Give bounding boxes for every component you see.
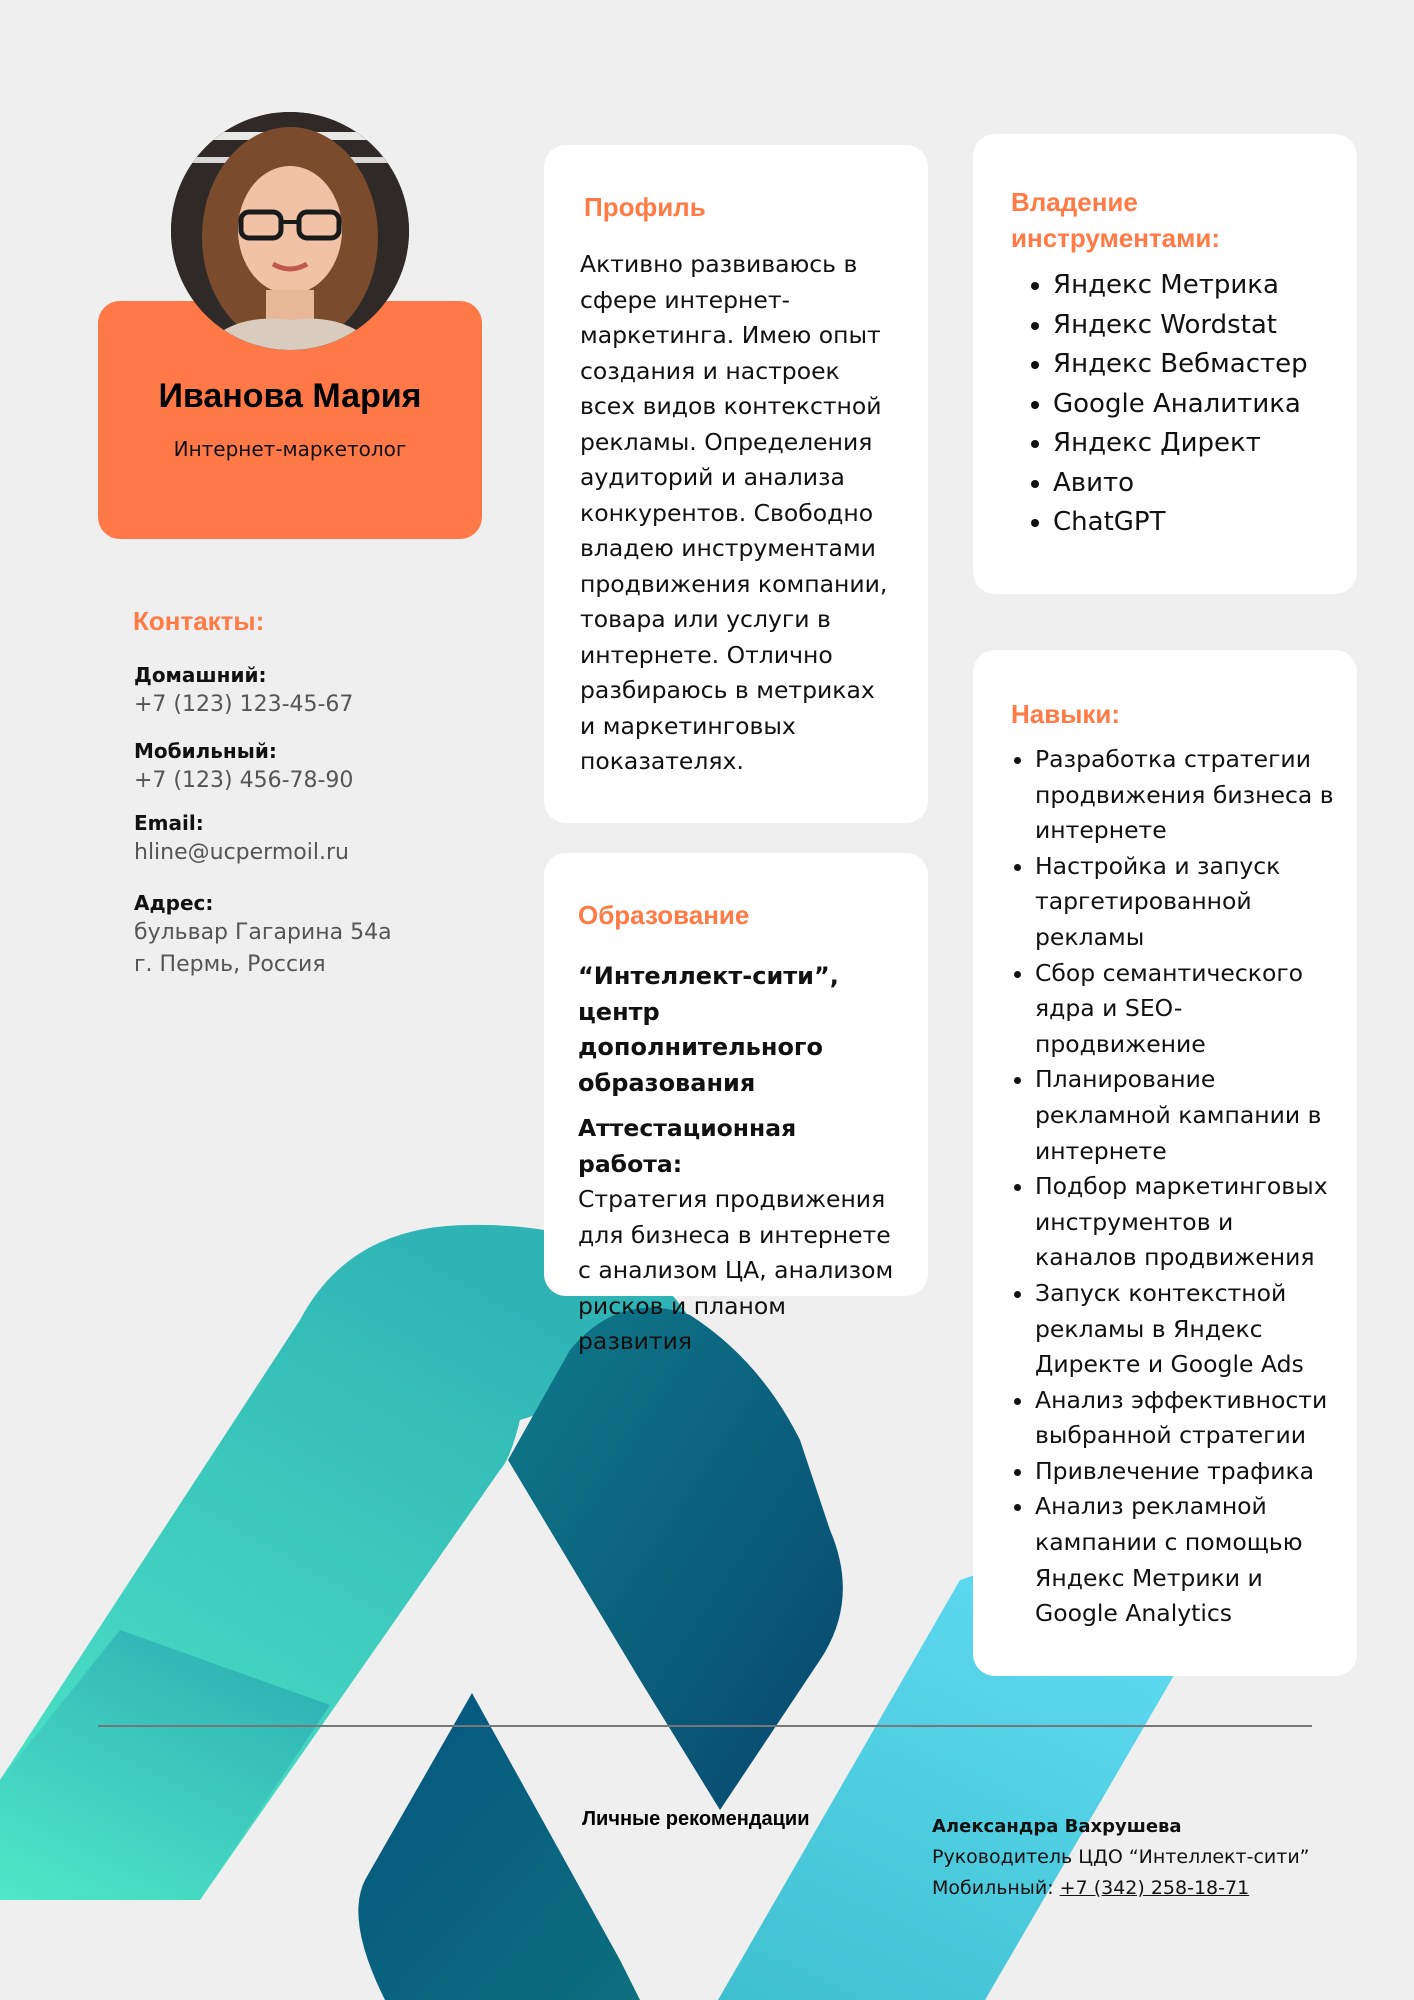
tools-item: • Яндекс Метрика (1053, 266, 1337, 306)
tools-item: • Яндекс Вебмастер (1053, 345, 1337, 385)
skills-list (1001, 742, 1339, 1632)
tools-item: • ChatGPT (1053, 503, 1337, 543)
recommender-phone-label: Мобильный: (932, 1877, 1054, 1899)
skills-item: • Запуск контекстной рекламы в Яндекс Директе и Google Ads (1035, 1276, 1339, 1383)
tools-item: • Авито (1053, 464, 1337, 504)
skills-item: • Настройка и запуск таргетированной рекламы (1035, 849, 1339, 956)
navy-triangle-shape (358, 1693, 640, 2000)
skills-item: • Анализ эффективности выбранной стратегии (1035, 1383, 1339, 1454)
tools-item: • Яндекс Директ (1053, 424, 1337, 464)
contact-value-mobile: +7 (123) 456-78-90 (134, 768, 354, 793)
profile-card (544, 145, 928, 823)
tools-item: • Яндекс Wordstat (1053, 306, 1337, 346)
person-role: Интернет-маркетолог (173, 437, 407, 461)
skills-item: • Планирование рекламной кампании в интернете (1035, 1062, 1339, 1169)
skills-item: • Анализ рекламной кампании с помощью Яндекс Метрики и Google Analytics (1035, 1489, 1339, 1631)
skills-item: • Сбор семантического ядра и SEO-продвижение (1035, 956, 1339, 1063)
skills-item: • Подбор маркетинговых инструментов и каналов продвижения (1035, 1169, 1339, 1276)
contact-label-mobile: Мобильный: (134, 739, 277, 763)
skills-item: • Привлечение трафика (1035, 1454, 1339, 1490)
recommender-phone-link[interactable]: +7 (342) 258-18-71 (1059, 1877, 1250, 1899)
recommendations-block (932, 1812, 1332, 1904)
education-card (544, 853, 928, 1355)
contacts-section (134, 603, 434, 981)
contact-value-home: +7 (123) 123-45-67 (134, 692, 354, 717)
profile-text: Активно развиваюсь в сфере интернет-маркетинга. Имею опыт создания и настроек всех видов контекстной рекламы. Определения аудиторий и анализа конкурентов. Свободно владею инструментами продвижения компании, товара или услуги в интернете. Отлично разбираюсь в метриках и маркетинговых показателях. (580, 250, 888, 775)
contact-value-address-line2: г. Пермь, Россия (134, 952, 326, 977)
contact-label-home: Домашний: (134, 663, 267, 687)
skills-card (973, 650, 1357, 1676)
tools-heading-line1: Владение (1011, 187, 1138, 217)
recommendations-heading: Личные рекомендации (582, 1808, 810, 1830)
skills-item: • Разработка стратегии продвижения бизнеса в интернете (1035, 742, 1339, 849)
tools-item: • Google Аналитика (1053, 385, 1337, 425)
navy-diamond-shape (508, 1308, 843, 1810)
profile-heading: Профиль (584, 192, 706, 222)
recommender-phone-line (932, 1873, 1332, 1904)
contact-label-address: Адрес: (134, 891, 214, 915)
portrait-icon (171, 112, 409, 350)
contact-value-email[interactable]: hline@ucpermoil.ru (134, 840, 349, 865)
education-thesis-label: Аттестационная работа: (578, 1114, 797, 1178)
tools-list (1011, 266, 1337, 543)
education-institution: “Интеллект-сити”, центр дополнительного образования (578, 962, 839, 1097)
contact-value-address-line1: бульвар Гагарина 54а (134, 920, 392, 945)
tools-card (973, 134, 1357, 594)
tools-heading-line2: инструментами: (1011, 223, 1221, 253)
recommender-position: Руководитель ЦДО “Интеллект-сити” (932, 1846, 1310, 1868)
education-thesis-text: Стратегия продвижения для бизнеса в интернете с анализом ЦА, анализом рисков и планом развития (578, 1185, 894, 1355)
skills-heading: Навыки: (1011, 699, 1121, 729)
contacts-heading: Контакты: (133, 606, 265, 636)
education-heading: Образование (578, 900, 750, 930)
avatar (171, 112, 409, 350)
footer-divider (98, 1725, 1312, 1727)
recommender-name: Александра Вахрушева (932, 1816, 1182, 1837)
contact-label-email: Email: (134, 811, 204, 835)
person-name: Иванова Мария (158, 377, 422, 415)
